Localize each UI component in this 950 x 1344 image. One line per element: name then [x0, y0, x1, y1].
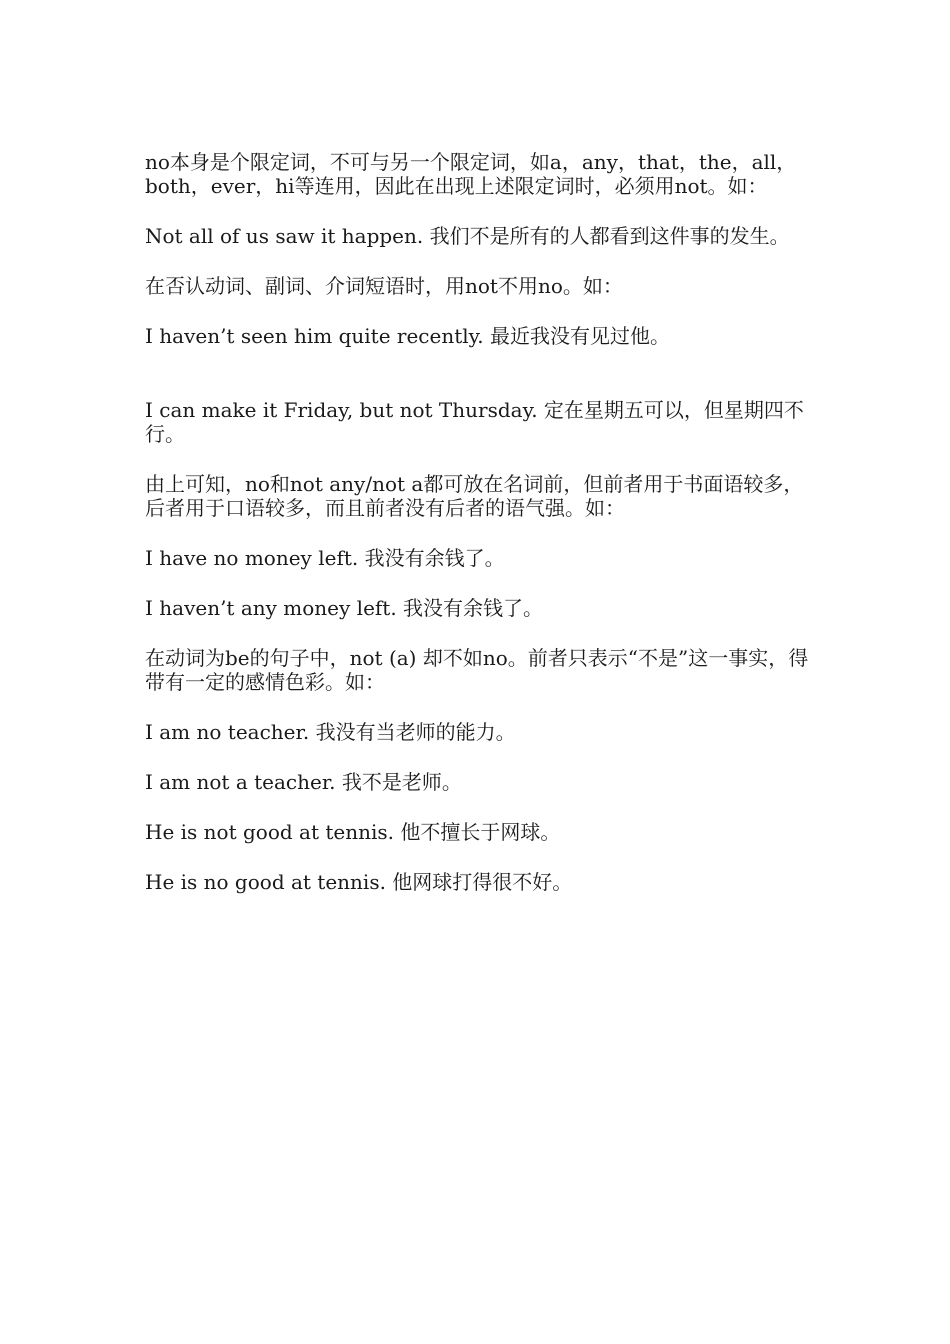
paragraph-example-not-teacher: I am not a teacher. 我不是老师。 — [145, 770, 462, 794]
paragraph-example-not-good-tennis: He is not good at tennis. 他不擅长于网球。 — [145, 820, 561, 844]
paragraph-example-no-teacher: I am no teacher. 我没有当老师的能力。 — [145, 720, 516, 744]
paragraph-negating-phrases-rule: 在否认动词、副词、介词短语时，用not不用no。如： — [145, 274, 623, 298]
paragraph-example-not-all: Not all of us saw it happen. 我们不是所有的人都看到这件事的发生。 — [145, 224, 790, 248]
paragraph-no-determiner-rule: no本身是个限定词，不可与另一个限定词，如a，any，that，the，all，both，ever，hi等连用，因此在出现上述限定词时，必须用not。如： — [145, 150, 797, 198]
paragraph-example-friday: I can make it Friday, but not Thursday. 定在星期五可以，但星期四不行。 — [145, 398, 804, 446]
paragraph-example-any-money: I haven’t any money left. 我没有余钱了。 — [145, 596, 544, 620]
paragraph-example-no-money: I have no money left. 我没有余钱了。 — [145, 546, 505, 570]
paragraph-example-recently: I haven’t seen him quite recently. 最近我没有见过他。 — [145, 324, 671, 348]
paragraph-be-verb-rule: 在动词为be的句子中，not (a) 却不如no。前者只表示“不是”这一事实，得带有一定的感情色彩。如： — [145, 646, 809, 694]
paragraph-example-no-good-tennis: He is no good at tennis. 他网球打得很不好。 — [145, 870, 573, 894]
document-body — [145, 150, 810, 920]
paragraph-summary-rule: 由上可知，no和not any/not a都可放在名词前，但前者用于书面语较多，后者用于口语较多，而且前者没有后者的语气强。如： — [145, 472, 804, 520]
